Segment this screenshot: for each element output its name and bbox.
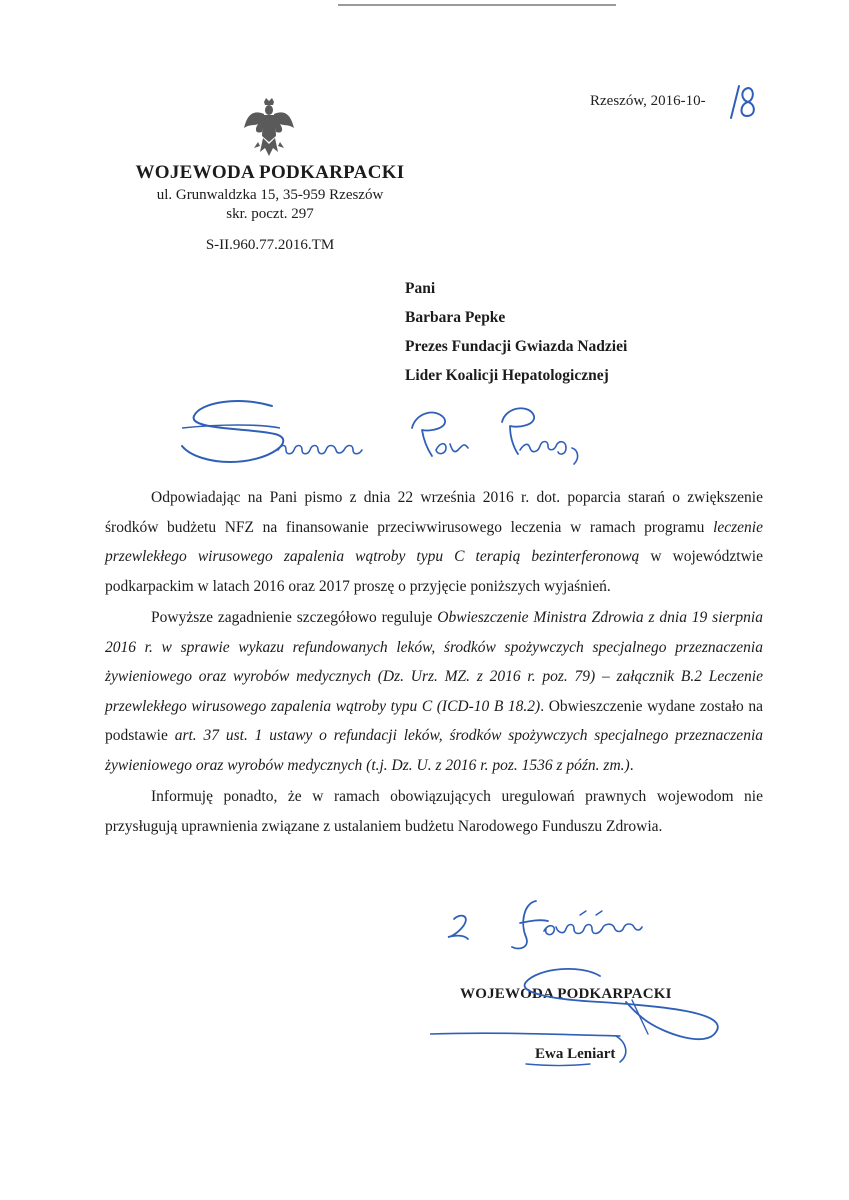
- body-text: w województwie podkarpackim w latach 2016 oraz 2017 proszę o przyjęcie poniższych wyjaśnień.: [105, 548, 763, 595]
- addressee-line: Prezes Fundacji Gwiazda Nadziei: [405, 338, 628, 355]
- body-paragraph-3: Informuję ponadto, że w ramach obowiązujących uregulowań prawnych wojewodom nie przysługują uprawnienia związane z ustalaniem budżetu Narodowego Funduszu Zdrowia.: [105, 788, 763, 835]
- reference-number: S-II.960.77.2016.TM: [205, 237, 335, 253]
- addressee-line: Pani: [405, 280, 436, 297]
- handwritten-salutation: [180, 398, 600, 473]
- addressee-line: Lider Koalicji Hepatologicznej: [405, 367, 609, 384]
- letter-body: [105, 483, 763, 843]
- body-text: .: [629, 756, 634, 774]
- polish-eagle-icon: [244, 98, 294, 160]
- scan-edge-line: [338, 4, 616, 6]
- sender-block: [120, 160, 420, 255]
- body-italic-text: Obwieszczenie Ministra Zdrowia z dnia 19 sierpnia 2016 r. w sprawie wykazu refundowanych leków, środków spożywczych specjalnego przeznaczenia żywieniowego oraz wyrobów medycznych (Dz. Urz. MZ. z 2016 r. poz. 79) – załącznik B.2 Leczenie przewlekłego wirusowego zapalenia wątroby typu C (ICD-10 B 18.2): [105, 609, 763, 715]
- handwritten-signature: [430, 962, 730, 1082]
- place-date: Rzeszów, 2016-10-: [590, 93, 706, 109]
- handwritten-closing: [440, 893, 690, 953]
- addressee-block: [405, 279, 627, 395]
- sender-po-box: skr. poczt. 297: [226, 206, 314, 222]
- handwritten-date-day: [722, 82, 762, 122]
- body-text: Powyższe zagadnienie szczegółowo reguluje: [151, 609, 438, 626]
- sender-address: ul. Grunwaldzka 15, 35-959 Rzeszów: [156, 187, 384, 203]
- body-text: Odpowiadając na Pani pismo z dnia 22 września 2016 r. dot. poparcia starań o zwiększenie środków budżetu NFZ na finansowanie przeciwwirusowego leczenia w ramach programu: [105, 489, 763, 536]
- body-text: . Obwieszczenie wydane zostało na podstawie: [105, 697, 764, 744]
- body-italic-text: art. 37 ust. 1 ustawy o refundacji leków, środków spożywczych specjalnego przeznaczenia żywieniowego oraz wyrobów medycznych (t.j. Dz. U. z 2016 r. poz. 1536 z późn. zm.): [105, 727, 763, 774]
- body-paragraph-1: [105, 483, 763, 601]
- body-italic-text: leczenie przewlekłego wirusowego zapalenia wątroby typu C terapią bezinterferonową: [105, 518, 763, 565]
- signatory-name: Ewa Leniart: [535, 1046, 616, 1062]
- signatory-title: WOJEWODA PODKARPACKI: [460, 986, 672, 1002]
- body-paragraph-2: [105, 603, 763, 780]
- sender-name: WOJEWODA PODKARPACKI: [135, 162, 405, 183]
- addressee-line: Barbara Pepke: [405, 309, 506, 326]
